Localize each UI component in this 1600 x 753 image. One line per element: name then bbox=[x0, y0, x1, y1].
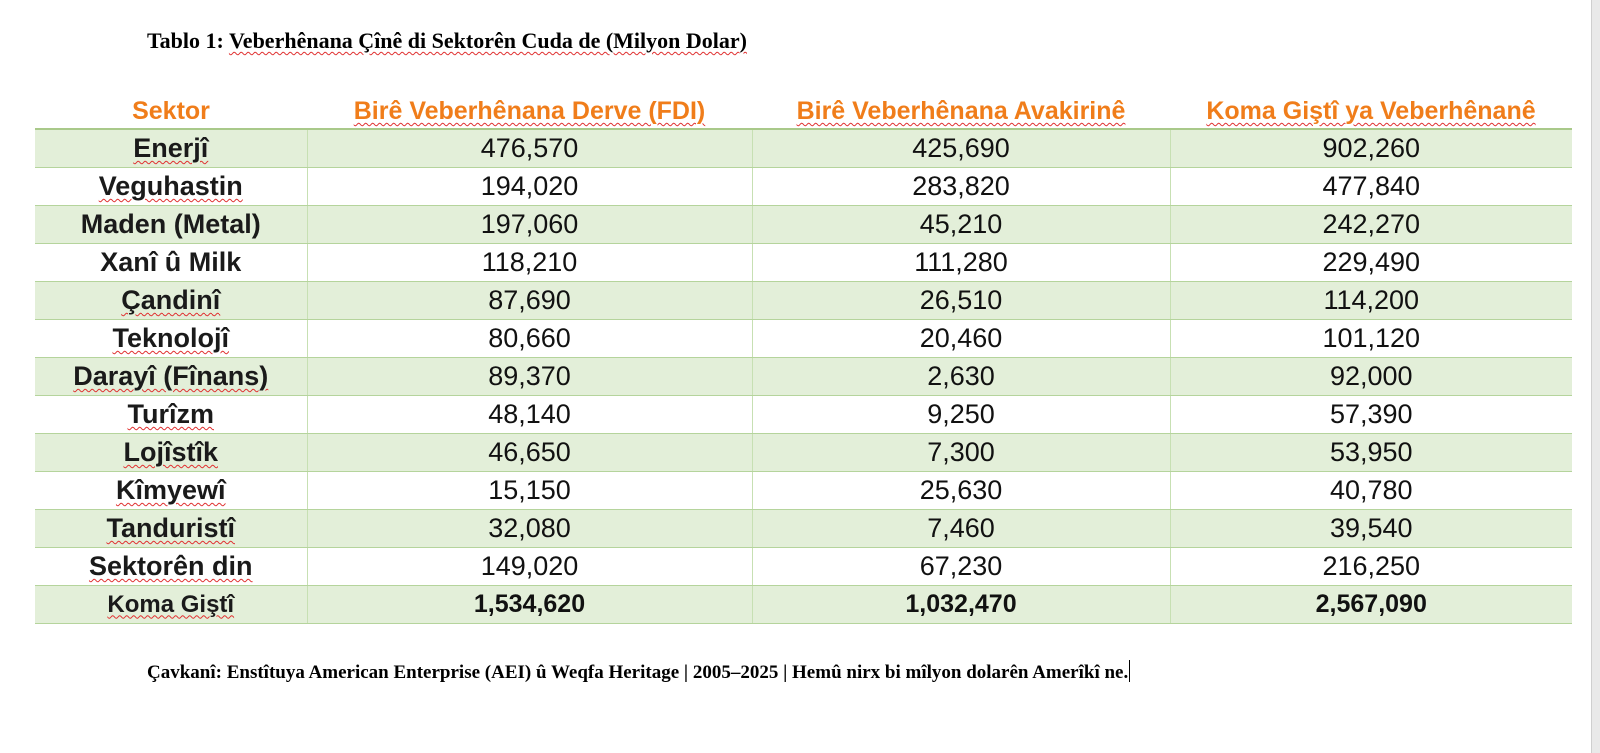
construction-value: 20,460 bbox=[752, 320, 1170, 358]
construction-value: 26,510 bbox=[752, 282, 1170, 320]
table-row bbox=[35, 282, 1572, 320]
header-fdi: Birê Veberhênana Derve (FDI) bbox=[307, 88, 752, 129]
sector-name: Lojîstîk bbox=[35, 434, 307, 472]
table-row bbox=[35, 168, 1572, 206]
table-row bbox=[35, 548, 1572, 586]
sector-name: Enerjî bbox=[35, 129, 307, 168]
total-value: 216,250 bbox=[1170, 548, 1572, 586]
construction-value: 283,820 bbox=[752, 168, 1170, 206]
total-value: 114,200 bbox=[1170, 282, 1572, 320]
table-row bbox=[35, 206, 1572, 244]
table-row bbox=[35, 244, 1572, 282]
total-value: 902,260 bbox=[1170, 129, 1572, 168]
caption-title: Veberhênana Çînê di Sektorên Cuda de (Milyon Dolar) bbox=[228, 28, 747, 53]
construction-value: 67,230 bbox=[752, 548, 1170, 586]
text-cursor bbox=[1129, 660, 1130, 682]
investment-table bbox=[35, 88, 1572, 624]
table-caption bbox=[147, 28, 747, 54]
construction-value: 7,460 bbox=[752, 510, 1170, 548]
fdi-value: 118,210 bbox=[307, 244, 752, 282]
total-value: 40,780 bbox=[1170, 472, 1572, 510]
table-row bbox=[35, 472, 1572, 510]
total-value: 229,490 bbox=[1170, 244, 1572, 282]
table-row bbox=[35, 320, 1572, 358]
total-label: Koma Giştî bbox=[35, 586, 307, 624]
fdi-value: 89,370 bbox=[307, 358, 752, 396]
page-edge bbox=[1591, 0, 1600, 753]
fdi-value: 476,570 bbox=[307, 129, 752, 168]
source-text: Çavkanî: Enstîtuya American Enterprise (AEI) û Weqfa Heritage | 2005–2025 | Hemû nirx bi mîlyon dolarên Amerîkî ne. bbox=[147, 662, 1129, 683]
header-total-investment: Koma Giştî ya Veberhênanê bbox=[1170, 88, 1572, 129]
sector-name: Turîzm bbox=[35, 396, 307, 434]
fdi-value: 46,650 bbox=[307, 434, 752, 472]
grand-total: 2,567,090 bbox=[1170, 586, 1572, 624]
fdi-value: 149,020 bbox=[307, 548, 752, 586]
total-value: 53,950 bbox=[1170, 434, 1572, 472]
fdi-value: 87,690 bbox=[307, 282, 752, 320]
construction-value: 425,690 bbox=[752, 129, 1170, 168]
header-row bbox=[35, 88, 1572, 129]
construction-value: 45,210 bbox=[752, 206, 1170, 244]
fdi-value: 15,150 bbox=[307, 472, 752, 510]
fdi-value: 32,080 bbox=[307, 510, 752, 548]
total-value: 57,390 bbox=[1170, 396, 1572, 434]
sector-name: Sektorên din bbox=[35, 548, 307, 586]
table-row bbox=[35, 358, 1572, 396]
total-value: 92,000 bbox=[1170, 358, 1572, 396]
total-value: 242,270 bbox=[1170, 206, 1572, 244]
fdi-value: 80,660 bbox=[307, 320, 752, 358]
sector-name: Darayî (Fînans) bbox=[35, 358, 307, 396]
header-sector: Sektor bbox=[35, 88, 307, 129]
table-row bbox=[35, 396, 1572, 434]
total-value: 39,540 bbox=[1170, 510, 1572, 548]
sector-name: Maden (Metal) bbox=[35, 206, 307, 244]
sector-name: Veguhastin bbox=[35, 168, 307, 206]
total-value: 101,120 bbox=[1170, 320, 1572, 358]
table-row bbox=[35, 129, 1572, 168]
total-fdi: 1,534,620 bbox=[307, 586, 752, 624]
total-row bbox=[35, 586, 1572, 624]
table-row bbox=[35, 510, 1572, 548]
caption-label: Tablo 1: bbox=[147, 28, 224, 53]
sector-name: Tanduristî bbox=[35, 510, 307, 548]
construction-value: 25,630 bbox=[752, 472, 1170, 510]
source-note bbox=[147, 660, 1130, 684]
fdi-value: 197,060 bbox=[307, 206, 752, 244]
sector-name: Teknolojî bbox=[35, 320, 307, 358]
construction-value: 2,630 bbox=[752, 358, 1170, 396]
total-construction: 1,032,470 bbox=[752, 586, 1170, 624]
construction-value: 7,300 bbox=[752, 434, 1170, 472]
sector-name: Xanî û Milk bbox=[35, 244, 307, 282]
header-construction: Birê Veberhênana Avakirinê bbox=[752, 88, 1170, 129]
construction-value: 111,280 bbox=[752, 244, 1170, 282]
fdi-value: 48,140 bbox=[307, 396, 752, 434]
total-value: 477,840 bbox=[1170, 168, 1572, 206]
construction-value: 9,250 bbox=[752, 396, 1170, 434]
sector-name: Kîmyewî bbox=[35, 472, 307, 510]
fdi-value: 194,020 bbox=[307, 168, 752, 206]
table-row bbox=[35, 434, 1572, 472]
sector-name: Çandinî bbox=[35, 282, 307, 320]
